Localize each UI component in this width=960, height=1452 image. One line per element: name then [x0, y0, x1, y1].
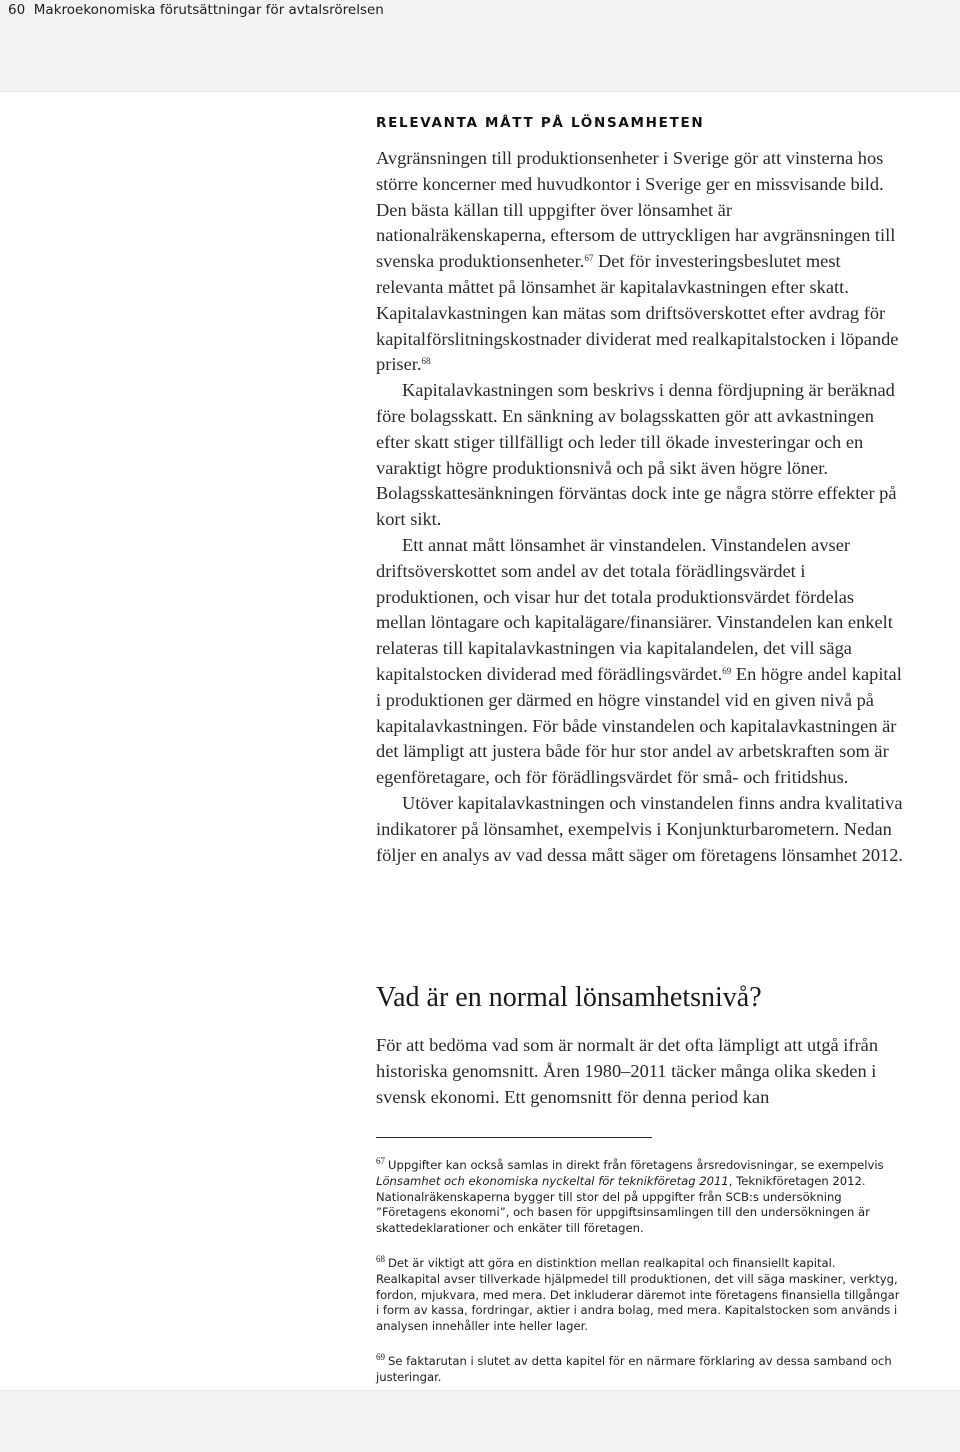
paragraph-1: Avgränsningen till produktionsenheter i Sverige gör att vinsterna hos större koncerner med huvudkontor i Sverige ger en missvisande bild. Den bästa källan till uppgifter över lönsamhet är nationalräkenskaperna, eftersom de uttryckligen har avgränsningen till svenska produktionsenheter.$^{67}$ Det för investeringsbeslutet mest relevanta måttet på lönsamhet är kapitalavkastningen efter skatt. Kapitalavkastningen kan mätas som driftsöverskottet efter avdrag för kapitalförslitningskostnader dividerat med realkapitalstocken i löpande priser.$^{68}$ [376, 148, 899, 375]
page-number: 60 [8, 2, 26, 18]
paragraph-3: Ett annat mått lönsamhet är vinstandelen. Vinstandelen avser driftsöverskottet som andel av det totala förädlingsvärdet i produktionen, och visar hur det totala produktionsvärdet fördelas mellan löntagare och kapitalägare/finansiärer. Vinstandelen kan enkelt relateras till kapitalavkastningen via kapitalandelen, det vill säga kapitalstocken dividerad med förädlingsvärdet.$^{69}$ En högre andel kapital i produktionen ger därmed en högre vinstandel vid en given nivå på kapitalavkastningen. För både vinstandelen och kapitalavkastningen är det lämpligt att justera både för hur stor andel av arbetskraften som är egenföretagare, och för förädlingsvärdet för små- och fritidshus. [376, 534, 902, 788]
footnote-number: 68 [376, 1253, 385, 1264]
footnote-number: 67 [376, 1156, 385, 1166]
footnote-67: $^{67}$ Uppgifter kan också samlas in direkt från företagens årsredovisningar, se exempelvis Lönsamhet och ekonomiska nyckeltal för teknikföretag 2011, Teknikföretagen 2012. Nationalräkenskaperna bygger till stor del på uppgifter från SCB:s undersökning ”Företagens ekonomi”, och basen för uppgiftsinsamlingen till den undersökningen är skattedeklarationer och enkäter till företagen. [376, 1156, 884, 1236]
footnote-ref-69[interactable]: 69 [722, 665, 732, 676]
paragraph-2: Kapitalavkastningen som beskrivs i denna fördjupning är beräknad före bolagsskatt. En sänkning av bolagsskatten gör att avkastningen efter skatt stiger tillfälligt och leder till ökade investeringar och en varaktigt högre produktionsnivå och på sikt även högre löner. Bolagsskattesänkningen förväntas dock inte ge några större effekter på kort sikt. [376, 380, 897, 530]
page-header-band [0, 0, 960, 92]
section-heading: RELEVANTA MÅTT PÅ LÖNSAMHETEN [376, 115, 705, 131]
footnote-69: $^{69}$ Se faktarutan i slutet av detta kapitel för en närmare förklaring av dessa samband och justeringar. [376, 1351, 892, 1384]
subsection-body [376, 1033, 906, 1110]
footnote-divider [376, 1137, 652, 1138]
running-header [8, 2, 384, 18]
section-body [376, 146, 906, 868]
publication-title: Lönsamhet och ekonomiska nyckeltal för teknikföretag 2011 [376, 1173, 729, 1188]
footnote-ref-67[interactable]: 67 [584, 253, 594, 264]
paragraph-5: För att bedöma vad som är normalt är det ofta lämpligt att utgå ifrån historiska genomsnitt. Åren 1980–2011 täcker många olika skeden i svensk ekonomi. Ett genomsnitt för denna period kan [376, 1035, 879, 1107]
subsection-heading: Vad är en normal lönsamhetsnivå? [376, 982, 762, 1013]
footnote-ref-68[interactable]: 68 [421, 356, 431, 367]
footnotes [376, 1158, 900, 1405]
page-footer-band [0, 1390, 960, 1452]
footnote-68: $^{68}$ Det är viktigt att göra en distinktion mellan realkapital och finansiellt kapital. Realkapital avser tillverkade hjälpmedel till produktionen, det vill säga maskiner, verktyg, fordon, mjukvara, med mera. Det inkluderar däremot inte företagens finansiella tillgångar i form av kassa, fordringar, aktier i andra bolag, med mera. Kapitalstocken som används i analysen innehåller inte heller lager. [376, 1253, 900, 1334]
running-title: Makroekonomiska förutsättningar för avtalsrörelsen [33, 2, 384, 18]
footnote-number: 69 [376, 1351, 385, 1362]
paragraph-4: Utöver kapitalavkastningen och vinstandelen finns andra kvalitativa indikatorer på lönsamhet, exempelvis i Konjunkturbarometern. Nedan följer en analys av vad dessa mått säger om företagens lönsamhet 2012. [376, 792, 904, 865]
